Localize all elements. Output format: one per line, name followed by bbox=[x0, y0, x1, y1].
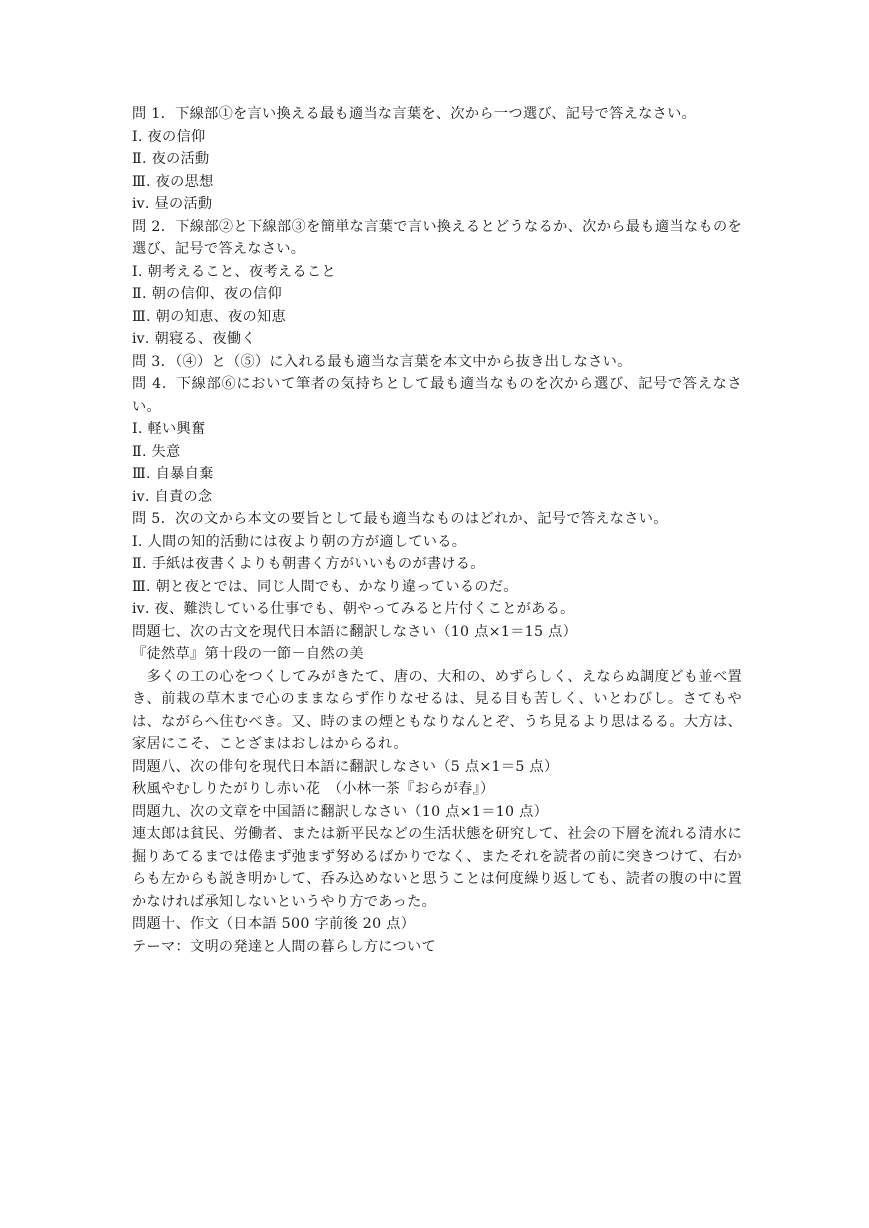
q5-option-3: Ⅲ. 朝と夜とでは、同じ人間でも、かなり違っているのだ。 bbox=[132, 578, 518, 595]
q2-option-2: Ⅱ. 朝の信仰、夜の信仰 bbox=[132, 286, 282, 302]
problem-10-theme: テーマ：文明の発達と人間の暮らし方について bbox=[132, 938, 436, 955]
q1-prompt: 問 1．下線部①を言い換える最も適当な言葉を、次から一つ選び、記号で答えなさい。 bbox=[132, 106, 697, 122]
q5-option-2: Ⅱ. 手紙は夜書くよりも朝書く方がいいものが書ける。 bbox=[132, 556, 485, 572]
q3-prompt: 問 3．（④）と（⑤）に入れる最も適当な言葉を本文中から抜き出しなさい。 bbox=[132, 353, 632, 370]
q5-option-4: ⅳ. 夜、難渋している仕事でも、朝やってみると片付くことがある。 bbox=[132, 601, 575, 617]
q5-prompt: 問 5．次の文から本文の要旨として最も適当なものはどれか、記号で答えなさい。 bbox=[132, 511, 668, 527]
problem-8-heading: 問題八、次の俳句を現代日本語に翻訳しなさい（5 点×1＝5 点） bbox=[132, 758, 559, 775]
q4-option-3: Ⅲ. 自暴自棄 bbox=[132, 466, 214, 482]
problem-9-heading: 問題九、次の文章を中国語に翻訳しなさい（10 点×1＝10 点） bbox=[132, 803, 549, 820]
q2-option-1: Ⅰ. 朝考えること、夜考えること bbox=[132, 263, 336, 280]
problem-7-source: 『徒然草』第十段の一節－自然の美 bbox=[132, 646, 364, 662]
problem-8-haiku: 秋風やむしりたがりし赤い花 （小林一茶『おらが春』） bbox=[132, 781, 495, 797]
q4-option-1: Ⅰ. 軽い興奮 bbox=[132, 421, 206, 437]
q1-option-3: Ⅲ. 夜の思想 bbox=[132, 173, 214, 190]
q4-option-4: ⅳ. 自責の念 bbox=[132, 488, 213, 505]
problem-7-heading: 問題七、次の古文を現代日本語に翻訳しなさい（10 点×1＝15 点） bbox=[132, 623, 578, 640]
q4-prompt: 問 4．下線部⑥において筆者の気持ちとして最も適当なものを次から選び、記号で答えなさい。 bbox=[132, 376, 742, 415]
problem-7-passage: 多くの工の心をつくしてみがきたて、唐の、大和の、めずらしく、えならぬ調度ども並べ置き、前栽の草木まで心のままならず作りなせるは、見る目も苦しく、いとわびし。さてもやは、ながらへ住むべき。又、時のまの煙ともなりなんとぞ、うち見るより思はるる。大方は、家居にこそ、ことざまはおしはからるれ。 bbox=[132, 668, 742, 752]
q1-option-1: Ⅰ. 夜の信仰 bbox=[132, 128, 206, 145]
q5-option-1: Ⅰ. 人間の知的活動には夜より朝の方が適している。 bbox=[132, 533, 467, 550]
q2-option-4: ⅳ. 朝寝る、夜働く bbox=[132, 331, 256, 347]
q1-option-4: ⅳ. 昼の活動 bbox=[132, 196, 213, 212]
problem-9-passage: 連太郎は貧民、労働者、または新平民などの生活状態を研究して、社会の下層を流れる清水に掘りあてるまでは倦まず弛まず努めるばかりでなく、またそれを読者の前に突きつけて、右からも左からも説き明かして、呑み込めないと思うことは何度繰り返しても、読者の腹の中に置かなければ承知しないというやり方であった。 bbox=[132, 826, 742, 910]
problem-10-heading: 問題十、作文（日本語 500 字前後 20 点） bbox=[132, 916, 416, 932]
q2-option-3: Ⅲ. 朝の知恵、夜の知恵 bbox=[132, 308, 286, 325]
q4-option-2: Ⅱ. 失意 bbox=[132, 443, 181, 460]
q1-option-2: Ⅱ. 夜の活動 bbox=[132, 151, 210, 167]
exam-page bbox=[132, 103, 742, 958]
q2-prompt: 問 2．下線部②と下線部③を簡単な言葉で言い換えるとどうなるか、次から最も適当なものを選び、記号で答えなさい。 bbox=[132, 218, 742, 257]
